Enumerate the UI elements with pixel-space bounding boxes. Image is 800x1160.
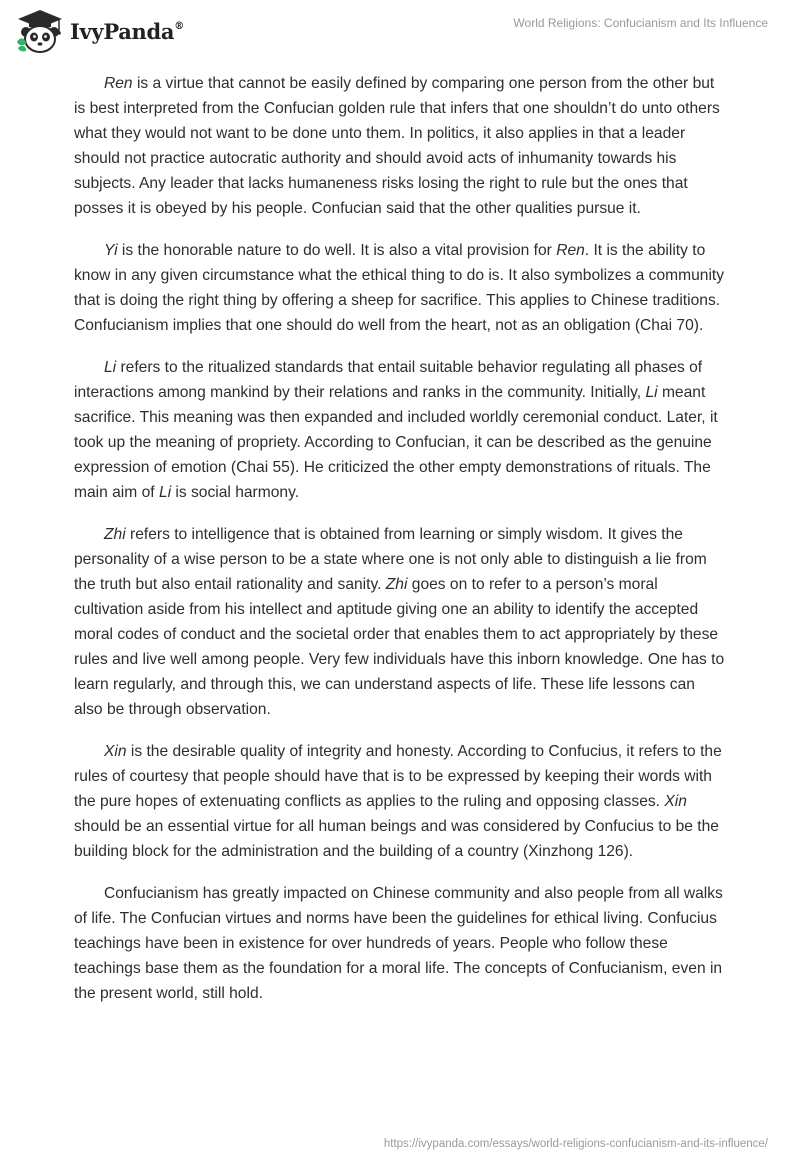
- paragraph-zhi: Zhi refers to intelligence that is obtained from learning or simply wisdom. It gives the personality of a wise person to be a state where one is not only able to distinguish a lie from the truth but also entail rationality and sanity. Zhi goes on to refer to a person’s moral cultivation aside from his intellect and aptitude giving one an ability to identify the accepted moral codes of conduct and the societal order that enables them to act appropriately by these rules and live well among people. Very few individuals have this inborn knowledge. One has to learn regularly, and through this, we can understand aspects of life. These life lessons can also be through observation.: [74, 526, 725, 718]
- virtue-term: Yi: [104, 242, 118, 259]
- document-title: World Religions: Confucianism and Its Influence: [513, 16, 768, 30]
- paragraph-xin: Xin is the desirable quality of integrity and honesty. According to Confucius, it refers to the rules of courtesy that people should have that is to be expressed by keeping their words with the pure hopes of extenuating conflicts as applies to the ruling and opposing classes. Xin should be an essential virtue for all human beings and was considered by Confucius to be the building block for the administration and the building of a country (Xinzhong 126).: [74, 743, 722, 860]
- virtue-term: Li: [104, 359, 117, 376]
- brand-name: IvyPanda®: [70, 18, 184, 44]
- essay-body: [74, 71, 726, 1023]
- paragraph-yi: Yi is the honorable nature to do well. It is also a vital provision for Ren. It is the ability to know in any given circumstance what the ethical thing to do is. It also symbolizes a community that is doing the right thing by offering a sheep for sacrifice. This applies to Chinese traditions. Confucianism implies that one should do well from the heart, not as an obligation (Chai 70).: [74, 242, 725, 334]
- paragraph-conclusion: Confucianism has greatly impacted on Chinese community and also people from all walks of life. The Confucian virtues and norms have been the guidelines for ethical living. Confucius teachings have been in existence for over hundreds of years. People who follow these teachings base them as the foundation for a moral life. The concepts of Confucianism, even in the present world, still hold.: [74, 885, 723, 1002]
- panda-graduate-icon: [14, 8, 66, 54]
- paragraph-li: Li refers to the ritualized standards that entail suitable behavior regulating all phases of interactions among mankind by their relations and ranks in the community. Initially, Li meant sacrifice. This meaning was then expanded and included worldly ceremonial conduct. Later, it took up the meaning of propriety. According to Confucian, it can be described as the genuine expression of emotion (Chai 55). He criticized the other empty demonstrations of rituals. The main aim of Li is social harmony.: [74, 359, 718, 501]
- page-header: [0, 0, 800, 60]
- virtue-term: Xin: [104, 743, 127, 760]
- ivypanda-logo[interactable]: [14, 8, 184, 54]
- virtue-term: Zhi: [104, 526, 126, 543]
- source-url-link[interactable]: https://ivypanda.com/essays/world-religions-confucianism-and-its-influence/: [383, 1138, 768, 1150]
- virtue-term: Ren: [104, 75, 133, 92]
- paragraph-ren: Ren is a virtue that cannot be easily defined by comparing one person from the other but is best interpreted from the Confucian golden rule that infers that one shouldn’t do unto others what they would not want to be done unto them. In politics, it also applies in that a leader should not practice autocratic authority and should avoid acts of inhumanity towards his subjects. Any leader that lacks humaneness risks losing the right to rule but the ones that posses it is obeyed by his people. Confucian said that the other qualities pursue it.: [74, 75, 720, 217]
